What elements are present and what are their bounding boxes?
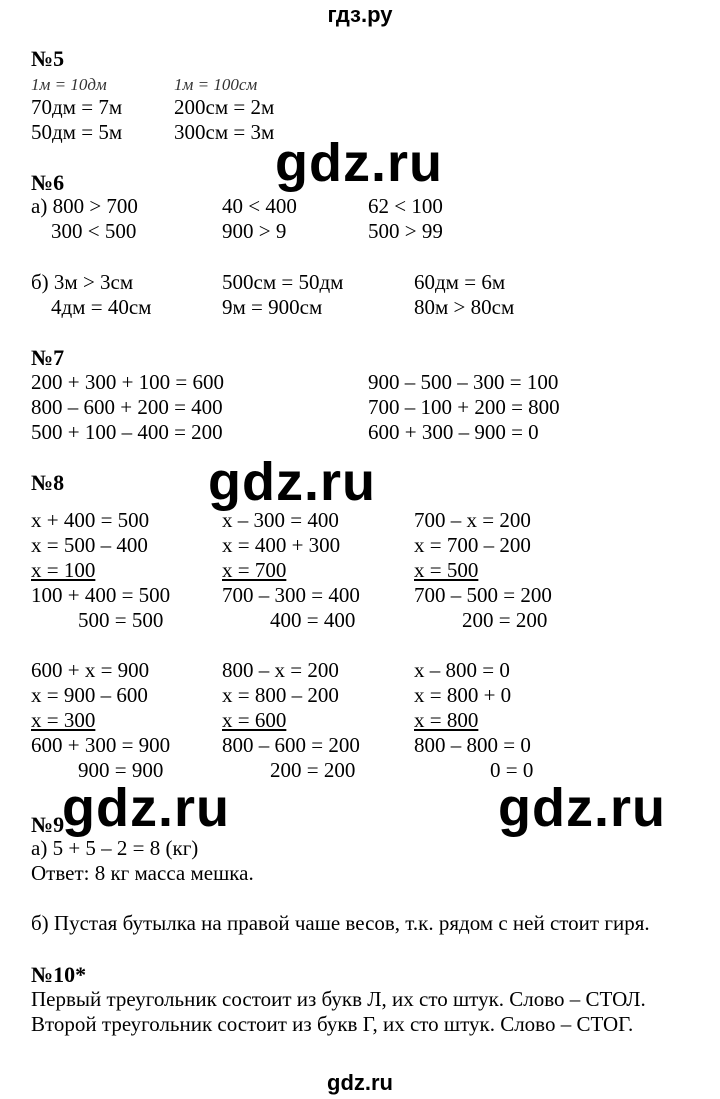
n10-line-1: Первый треугольник состоит из букв Л, их сто штук. Слово – СТОЛ.	[31, 987, 646, 1011]
n9-answer: Ответ: 8 кг масса мешка.	[31, 861, 254, 885]
n7-right-1: 900 – 500 – 300 = 100	[368, 370, 559, 394]
n6b-r2-c3: 80м > 80см	[414, 295, 515, 319]
n5-row-1-left: 70дм = 7м	[31, 95, 123, 119]
n8b1-c1-answer: x = 100	[31, 558, 96, 582]
n7-right-2: 700 – 100 + 200 = 800	[368, 395, 560, 419]
n8b1-c1-l2: x = 500 – 400	[31, 533, 148, 557]
n8b1-c2-check: 700 – 300 = 400	[222, 583, 360, 607]
exercise-8-title: №8	[31, 470, 65, 495]
n8b1-c3-l2: x = 700 – 200	[414, 533, 531, 557]
n8b2-c3-l1: x – 800 = 0	[414, 658, 510, 682]
n6b-r1-c1: б) 3м > 3см	[31, 270, 134, 294]
n8b2-c2-result: 200 = 200	[270, 758, 356, 782]
n8b1-c1-check: 100 + 400 = 500	[31, 583, 171, 607]
exercise-7-title: №7	[31, 345, 65, 370]
watermark: gdz.ru	[208, 452, 376, 512]
n10-line-2: Второй треугольник состоит из букв Г, их сто штук. Слово – СТОГ.	[31, 1012, 634, 1036]
n5-row-2-right: 300см = 3м	[174, 120, 275, 144]
n5-row-2-left: 50дм = 5м	[31, 120, 123, 144]
n8b1-c1-l1: x + 400 = 500	[31, 508, 150, 532]
n8b1-c3-result: 200 = 200	[462, 608, 548, 632]
n8b1-c2-result: 400 = 400	[270, 608, 356, 632]
exercise-9-title: №9	[31, 812, 65, 837]
n8b2-c1-answer: x = 300	[31, 708, 96, 732]
n8b2-c3-answer: x = 800	[414, 708, 479, 732]
site-footer: gdz.ru	[327, 1070, 393, 1095]
n8b2-c3-result: 0 = 0	[490, 758, 534, 782]
n8b1-c3-answer: x = 500	[414, 558, 479, 582]
n8b2-c2-l2: x = 800 – 200	[222, 683, 339, 707]
n5-row-1-right: 200см = 2м	[174, 95, 275, 119]
n8b2-c1-result: 900 = 900	[78, 758, 164, 782]
n8b2-c2-check: 800 – 600 = 200	[222, 733, 360, 757]
n6b-r2-c1: 4дм = 40см	[51, 295, 152, 319]
n6a-r2-c1: 300 < 500	[51, 219, 137, 243]
n8b2-c1-l2: x = 900 – 600	[31, 683, 148, 707]
n8b2-c3-check: 800 – 800 = 0	[414, 733, 531, 757]
n8b2-c2-answer: x = 600	[222, 708, 287, 732]
n8b2-c3-l2: x = 800 + 0	[414, 683, 512, 707]
n8b1-c1-result: 500 = 500	[78, 608, 164, 632]
watermark: gdz.ru	[62, 778, 230, 838]
n8b1-c2-l2: x = 400 + 300	[222, 533, 341, 557]
n9-part-a: а) 5 + 5 – 2 = 8 (кг)	[31, 836, 199, 860]
n6b-r2-c2: 9м = 900см	[222, 295, 323, 319]
n7-left-3: 500 + 100 – 400 = 200	[31, 420, 223, 444]
exercise-5-title: №5	[31, 46, 65, 71]
exercise-10-title: №10*	[31, 962, 87, 987]
n8b1-c2-l1: x – 300 = 400	[222, 508, 339, 532]
n8b1-c3-check: 700 – 500 = 200	[414, 583, 552, 607]
watermark: gdz.ru	[275, 133, 443, 193]
n8b2-c2-l1: 800 – x = 200	[222, 658, 339, 682]
exercise-6-title: №6	[31, 170, 65, 195]
n7-left-1: 200 + 300 + 100 = 600	[31, 370, 225, 394]
n6a-r1-c3: 62 < 100	[368, 194, 443, 218]
n6b-r1-c2: 500см = 50дм	[222, 270, 344, 294]
n9-part-b: б) Пустая бутылка на правой чаше весов, т.к. рядом с ней стоит гиря.	[31, 911, 650, 935]
n8b2-c1-check: 600 + 300 = 900	[31, 733, 171, 757]
conversion-dm: 1м = 10дм	[31, 75, 107, 94]
n6a-r2-c3: 500 > 99	[368, 219, 443, 243]
n7-left-2: 800 – 600 + 200 = 400	[31, 395, 223, 419]
n8b2-c1-l1: 600 + x = 900	[31, 658, 150, 682]
conversion-cm: 1м = 100см	[174, 75, 258, 94]
site-header: гдз.ру	[327, 2, 393, 27]
n8b1-c2-answer: x = 700	[222, 558, 287, 582]
n7-right-3: 600 + 300 – 900 = 0	[368, 420, 539, 444]
n6a-r2-c2: 900 > 9	[222, 219, 287, 243]
n8b1-c3-l1: 700 – x = 200	[414, 508, 531, 532]
watermark: gdz.ru	[498, 778, 666, 838]
n6a-r1-c2: 40 < 400	[222, 194, 297, 218]
n6a-r1-c1: а) 800 > 700	[31, 194, 138, 218]
n6b-r1-c3: 60дм = 6м	[414, 270, 506, 294]
